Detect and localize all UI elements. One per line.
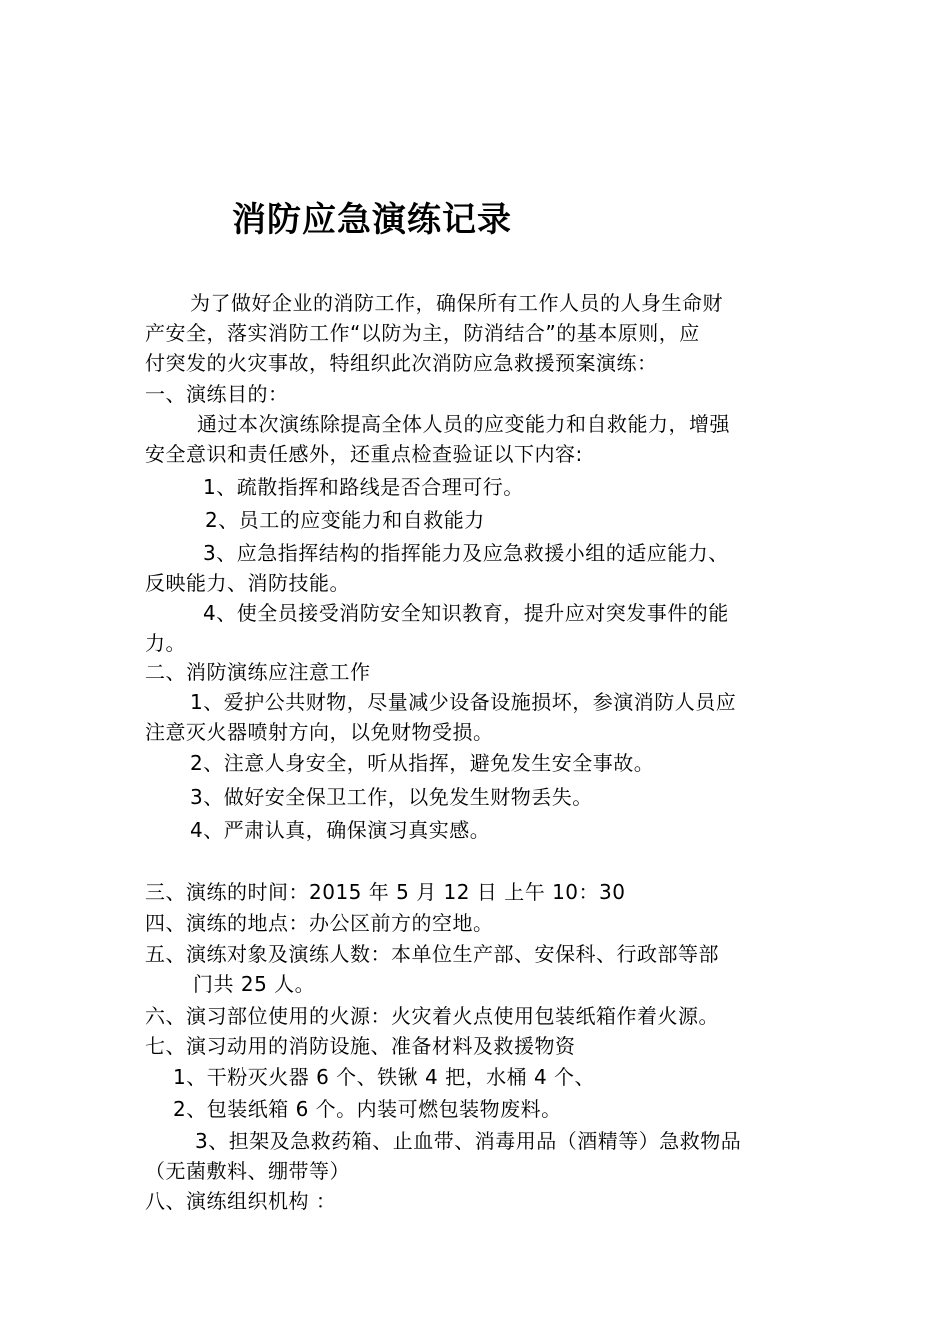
caution-item-2: 2、注意人身安全，听从指挥，避免发生安全事故。 <box>190 751 655 775</box>
section-heading-2: 二、消防演练应注意工作 <box>145 660 371 684</box>
purpose-item-4-line-2: 力。 <box>145 631 186 655</box>
purpose-item-2: 2、员工的应变能力和自救能力 <box>205 508 485 532</box>
purpose-item-1: 1、疏散指挥和路线是否合理可行。 <box>203 475 524 499</box>
drill-time: 三、演练的时间：2015 年 5 月 12 日 上午 10：30 <box>145 880 626 904</box>
section-heading-1: 一、演练目的： <box>145 382 289 406</box>
purpose-item-4-line-1: 4、使全员接受消防安全知识教育，提升应对突发事件的能 <box>203 601 729 625</box>
intro-line-3: 付突发的火灾事故，特组织此次消防应急救援预案演练： <box>145 351 658 375</box>
caution-item-3: 3、做好安全保卫工作，以免发生财物丢失。 <box>190 785 593 809</box>
purpose-line-1: 通过本次演练除提高全体人员的应变能力和自救能力，增强 <box>197 412 730 436</box>
intro-line-2: 产安全，落实消防工作“以防为主，防消结合”的基本原则，应 <box>145 321 700 345</box>
materials-item-1: 1、干粉灭火器 6 个、铁锹 4 把，水桶 4 个、 <box>173 1065 596 1089</box>
drill-participants-line-2: 门共 25 人。 <box>193 972 316 996</box>
caution-item-1-line-1: 1、爱护公共财物，尽量减少设备设施损坏，参演消防人员应 <box>190 690 737 714</box>
caution-item-4: 4、严肃认真，确保演习真实感。 <box>190 818 491 842</box>
section-heading-7: 七、演习动用的消防设施、准备材料及救援物资 <box>145 1034 576 1058</box>
materials-item-3-line-1: 3、担架及急救药箱、止血带、消毒用品（酒精等）急救物品 <box>195 1129 742 1153</box>
drill-participants-line-1: 五、演练对象及演练人数：本单位生产部、安保科、行政部等部 <box>145 942 719 966</box>
caution-item-1-line-2: 注意灭火器喷射方向，以免财物受损。 <box>145 720 494 744</box>
purpose-item-3-line-2: 反映能力、消防技能。 <box>145 571 350 595</box>
materials-item-2: 2、包装纸箱 6 个。内装可燃包装物废料。 <box>173 1097 562 1121</box>
document-title: 消防应急演练记录 <box>232 200 512 240</box>
intro-line-1: 为了做好企业的消防工作，确保所有工作人员的人身生命财 <box>190 291 723 315</box>
purpose-item-3-line-1: 3、应急指挥结构的指挥能力及应急救援小组的适应能力、 <box>203 541 729 565</box>
fire-source: 六、演习部位使用的火源：火灾着火点使用包装纸箱作着火源。 <box>145 1004 719 1028</box>
purpose-line-2: 安全意识和责任感外，还重点检查验证以下内容: <box>145 442 583 466</box>
section-heading-8: 八、演练组织机构 ： <box>145 1189 337 1213</box>
drill-location: 四、演练的地点：办公区前方的空地。 <box>145 911 494 935</box>
materials-item-3-line-2: （无菌敷料、绷带等） <box>145 1159 350 1183</box>
